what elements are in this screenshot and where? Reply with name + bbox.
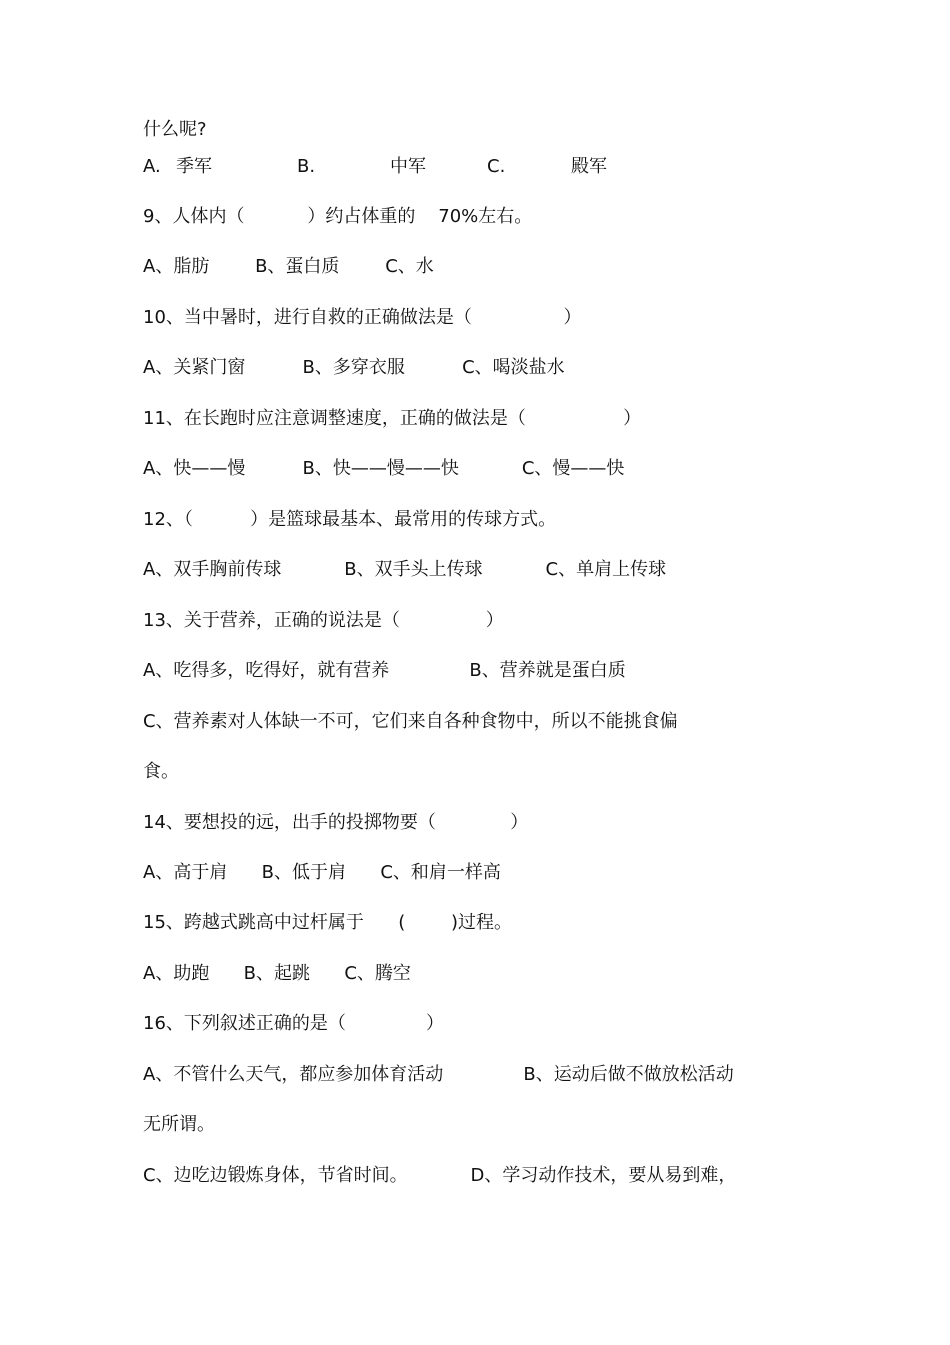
question-13-options-ab: A、吃得多，吃得好，就有营养 B、营养就是蛋白质	[143, 660, 626, 681]
question-13-option-c-cont: 食。	[143, 761, 179, 782]
option-a-label: A.	[143, 156, 161, 177]
question-12: 12、（ ）是篮球最基本、最常用的传球方式。	[143, 509, 557, 530]
question-10: 10、当中暑时，进行自救的正确做法是（ ）	[143, 307, 582, 328]
question-continuation: 什么呢?	[143, 119, 207, 140]
question-14: 14、要想投的远，出手的投掷物要（ ）	[143, 812, 529, 833]
option-b-label: B.	[297, 156, 316, 177]
option-b-text: 中军	[390, 156, 426, 177]
question-14-options: A、高于肩 B、低于肩 C、和肩一样高	[143, 862, 501, 883]
question-11-options: A、快——慢 B、快——慢——快 C、慢——快	[143, 458, 625, 479]
question-10-options: A、关紧门窗 B、多穿衣服 C、喝淡盐水	[143, 357, 565, 378]
question-16-option-b-cont: 无所谓。	[143, 1114, 215, 1135]
question-13: 13、关于营养，正确的说法是（ ）	[143, 610, 504, 631]
question-16-options-ab: A、不管什么天气，都应参加体育活动 B、运动后做不做放松活动	[143, 1064, 734, 1085]
question-12-options: A、双手胸前传球 B、双手头上传球 C、单肩上传球	[143, 559, 667, 580]
question-16: 16、下列叙述正确的是（ ）	[143, 1013, 445, 1034]
question-15-options: A、助跑 B、起跳 C、腾空	[143, 963, 411, 984]
question-9: 9、人体内（ ）约占体重的 70%左右。	[143, 206, 533, 227]
option-c-text: 殿军	[571, 156, 607, 177]
question-11: 11、在长跑时应注意调整速度，正确的做法是（ ）	[143, 408, 642, 429]
question-13-option-c: C、营养素对人体缺一不可，它们来自各种食物中，所以不能挑食偏	[143, 711, 678, 732]
question-9-options: A、脂肪 B、蛋白质 C、水	[143, 256, 434, 277]
option-c-label: C.	[487, 156, 506, 177]
question-16-options-cd: C、边吃边锻炼身体，节省时间。 D、学习动作技术，要从易到难，	[143, 1165, 737, 1186]
option-a-text: 季军	[176, 156, 212, 177]
question-15: 15、跨越式跳高中过杆属于 ( )过程。	[143, 912, 513, 933]
